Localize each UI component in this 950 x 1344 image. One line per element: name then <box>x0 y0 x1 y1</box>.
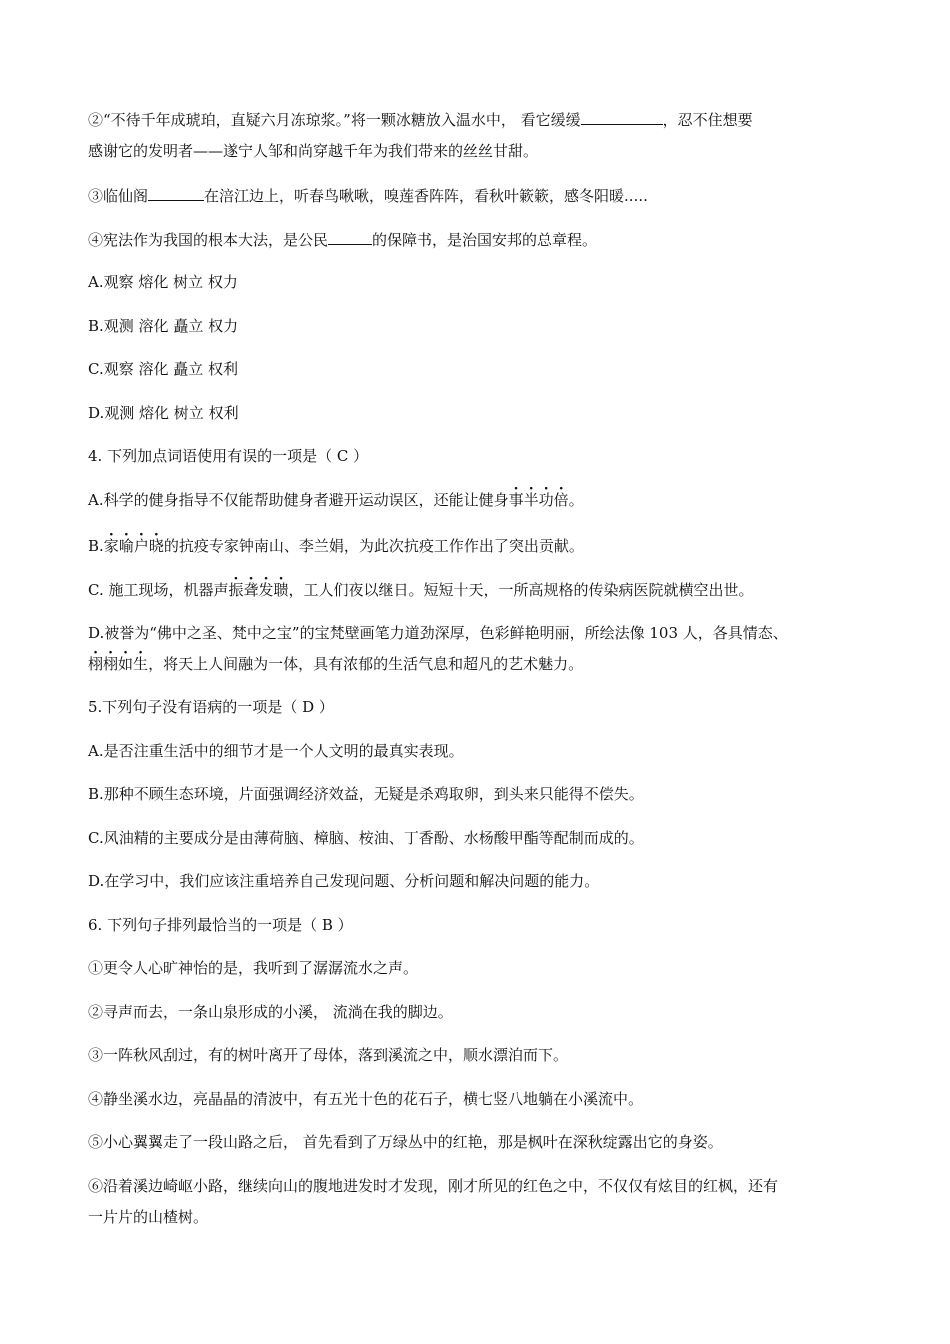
item-4: ④宪法作为我国的根本大法，是公民 的保障书，是治国安邦的总章程。 <box>88 228 597 251</box>
dotted-char: 发 <box>258 581 274 599</box>
dotted-char: 如 <box>118 655 134 673</box>
dotted-char: 半 <box>523 491 539 509</box>
item-2-line-2: 感谢它的发明者——遂宁人邹和尚穿越千年为我们带来的丝丝甘甜。 <box>88 142 539 160</box>
dotted-char: 晓 <box>148 537 164 555</box>
question-5: 5.下列句子没有语病的一项是（ D ） <box>88 698 334 716</box>
fill-blank <box>581 108 663 125</box>
sentence-6-line-1: ⑥沿着溪边崎岖小路，继续向山的腹地进发时才发现，刚才所见的红色之中，不仅仅有炫目的红枫，还有 <box>88 1177 779 1195</box>
q4-option-a: A.科学的健身指导不仅能帮助健身者避开运动误区，还能让健身事半功倍。 <box>88 491 584 509</box>
dotted-char: 功 <box>538 491 554 509</box>
q4-option-d-line-1: D.被誉为“佛中之圣、梵中之宝”的宝梵壁画笔力道劲深厚，色彩鲜艳明丽，所绘法像 103 人，各具情态、 <box>88 624 788 642</box>
fill-blank <box>148 184 204 201</box>
item-2-line-1: ②“不待千年成琥珀，直疑六月冻琼浆。”将一颗冰糖放入温水中， 看它缓缓 ，忍不住想要 <box>88 108 753 131</box>
dotted-char: 户 <box>133 537 149 555</box>
sentence-3: ③一阵秋风刮过，有的树叶离开了母体，落到溪流之中，顺水漂泊而下。 <box>88 1046 569 1064</box>
q5-option-a: A.是否注重生活中的细节才是一个人文明的最真实表现。 <box>88 742 464 760</box>
question-6: 6. 下列句子排列最恰当的一项是（ B ） <box>88 916 353 934</box>
question-4: 4. 下列加点词语使用有误的一项是（ C ） <box>88 447 369 465</box>
sentence-1: ①更令人心旷神怡的是，我听到了潺潺流水之声。 <box>88 959 419 977</box>
item-3: ③临仙阁 在涪江边上，听春鸟啾啾，嗅莲香阵阵，看秋叶簌簌，感冬阳暖..... <box>88 184 648 207</box>
dotted-char: 栩 <box>103 655 119 673</box>
dotted-char: 振 <box>228 581 244 599</box>
q4-option-b: B.家喻户晓的抗疫专家钟南山、李兰娟，为此次抗疫工作作出了突出贡献。 <box>88 537 584 555</box>
q4-option-d-line-2: 栩栩如生，将天上人间融为一体，具有浓郁的生活气息和超凡的艺术魅力。 <box>88 655 584 673</box>
fill-blank <box>328 228 372 245</box>
q5-option-d: D.在学习中，我们应该注重培养自己发现问题、分析问题和解决问题的能力。 <box>88 872 600 890</box>
dotted-char: 聩 <box>273 581 289 599</box>
dotted-char: 栩 <box>88 655 104 673</box>
q5-option-c: C.风油精的主要成分是由薄荷脑、樟脑、桉油、丁香酚、水杨酸甲酯等配制而成的。 <box>88 829 644 847</box>
dotted-char: 喻 <box>118 537 134 555</box>
sentence-2: ②寻声而去，一条山泉形成的小溪， 流淌在我的脚边。 <box>88 1003 453 1021</box>
q5-option-b: B.那种不顾生态环境，片面强调经济效益，无疑是杀鸡取卵，到头来只能得不偿失。 <box>88 785 644 803</box>
dotted-char: 聋 <box>243 581 259 599</box>
q4-option-c: C. 施工现场，机器声振聋发聩，工人们夜以继日。短短十天，一所高规格的传染病医院就横空出世。 <box>88 581 754 599</box>
dotted-char: 事 <box>508 491 524 509</box>
option-a: A.观察 熔化 树立 权力 <box>88 273 238 291</box>
sentence-5: ⑤小心翼翼走了一段山路之后， 首先看到了万绿丛中的红艳，那是枫叶在深秋绽露出它的身姿。 <box>88 1133 723 1151</box>
dotted-char: 家 <box>103 537 119 555</box>
dotted-char: 倍 <box>553 491 569 509</box>
dotted-char: 生 <box>133 655 149 673</box>
option-d: D.观测 熔化 树立 权利 <box>88 404 239 422</box>
sentence-6-line-2: 一片片的山楂树。 <box>88 1208 209 1226</box>
sentence-4: ④静坐溪水边，亮晶晶的清波中，有五光十色的花石子，横七竖八地躺在小溪流中。 <box>88 1090 644 1108</box>
option-b: B.观测 溶化 矗立 权力 <box>88 317 239 335</box>
option-c: C.观察 溶化 矗立 权利 <box>88 360 239 378</box>
